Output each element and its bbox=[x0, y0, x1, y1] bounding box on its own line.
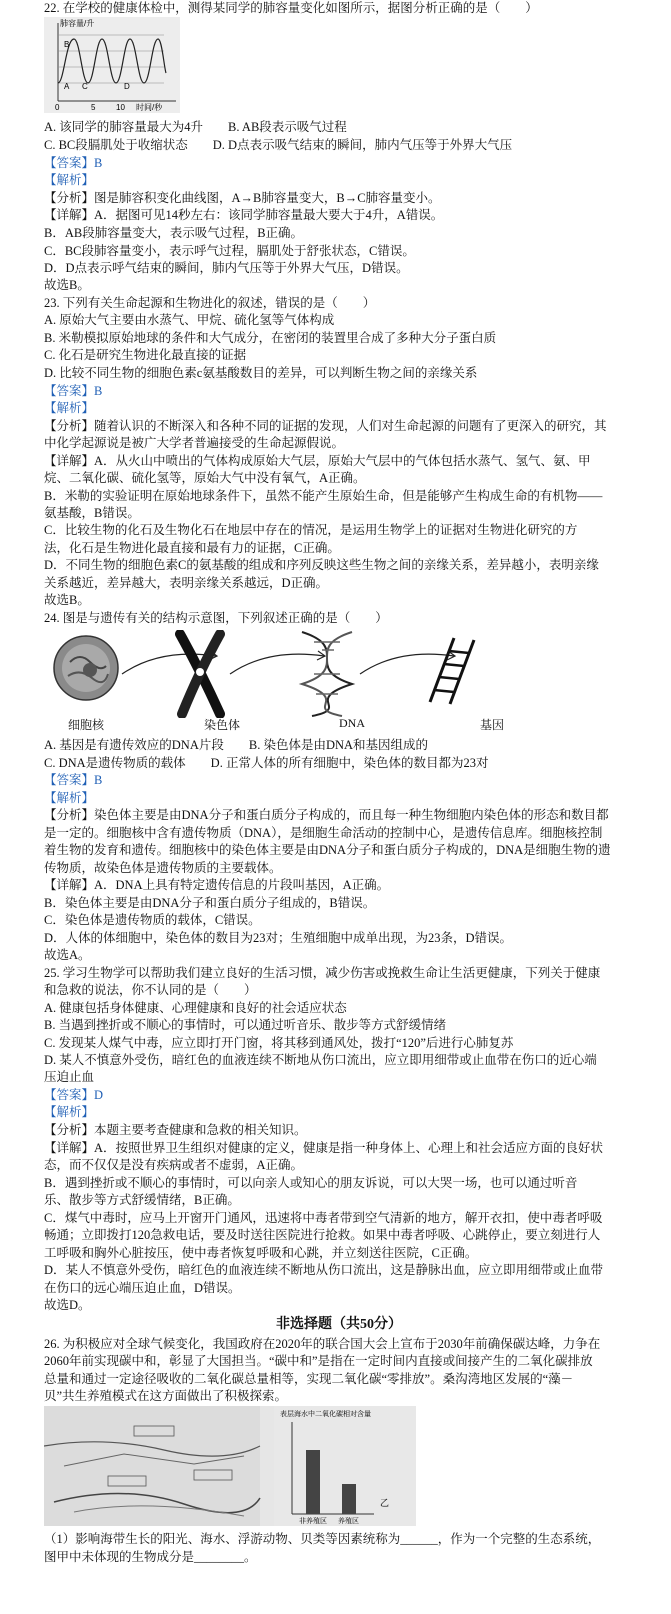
q24-line: 故选A。 bbox=[44, 948, 91, 962]
q26-stem: 26. 为积极应对全球气候变化，我国政府在2020年的联合国大会上宣布于2030年前确保碳达峰，力争在 bbox=[44, 1337, 601, 1351]
section-title: 非选择题（共50分） bbox=[276, 1317, 402, 1332]
q23-line: C．比较生物的化石及生物化石在地层中存在的情况，是运用生物学上的证据对生物进化研究的方 bbox=[44, 523, 578, 537]
q25-line: C．煤气中毒时，应马上开窗开门通风，迅速将中毒者带到空气清新的地方，解开衣扣，使中毒者呼吸 bbox=[44, 1211, 603, 1225]
aquaculture-svg bbox=[44, 1406, 416, 1526]
q25-jiexi: 【解析】 bbox=[44, 1105, 95, 1119]
q25-line: 在伤口的远心端压迫止血，D错误。 bbox=[44, 1281, 241, 1295]
point-c: C bbox=[82, 82, 88, 91]
q25-opt-d: 压迫止血 bbox=[44, 1070, 95, 1084]
q22-jiexi: 【解析】 bbox=[44, 173, 95, 187]
q25-stem: 25. 学习生物学可以帮助我们建立良好的生活习惯，减少伤害或挽救生命让生活更健康，下列关于健康 bbox=[44, 966, 601, 980]
tick-0: 0 bbox=[55, 103, 60, 112]
q25-line: 畅通；立即拨打120急救电话，要及时送往医院进行抢救。如果中毒者呼吸、心跳停止，要立刻进行人 bbox=[44, 1228, 601, 1242]
gene-segment-icon bbox=[424, 632, 480, 708]
ylabel: 肺容量/升 bbox=[60, 19, 95, 28]
q22-line: D．D点表示呼气结束的瞬间，肺内气压等于外界大气压，D错误。 bbox=[44, 261, 409, 275]
q23-opt-b: B. 米勒模拟原始地球的条件和大气成分，在密闭的装置里合成了多种大分子蛋白质 bbox=[44, 331, 497, 345]
q22-line: 故选B。 bbox=[44, 278, 90, 292]
q23-line: 氨基酸，B错误。 bbox=[44, 506, 140, 520]
q23-opt-c: C. 化石是研究生物进化最直接的证据 bbox=[44, 348, 247, 362]
label-chromosome: 染色体 bbox=[203, 718, 240, 732]
point-a: A bbox=[64, 82, 70, 91]
q24-line: D．人体的体细胞中，染色体的数目为23对；生殖细胞中成单出现，为23条，D错误。 bbox=[44, 931, 513, 945]
q22-opt-ab: A. 该同学的肺容量最大为4升 B. AB段表示吸气过程 bbox=[44, 120, 347, 134]
q26-sub1: 图甲中未体现的生物成分是________。 bbox=[44, 1550, 257, 1564]
chromosome-icon bbox=[172, 630, 228, 718]
q24-answer: 【答案】B bbox=[44, 773, 103, 787]
q25-line: 故选D。 bbox=[44, 1298, 91, 1312]
q25-line: 【详解】A．按照世界卫生组织对健康的定义，健康是指一种身体上、心理上和社会适应方面的良好状 bbox=[44, 1141, 604, 1155]
q24-line: 【详解】A．DNA上具有特定遗传信息的片段叫基因，A正确。 bbox=[44, 878, 390, 892]
q23-answer: 【答案】B bbox=[44, 384, 103, 398]
q24-line: C．染色体是遗传物质的载体，C错误。 bbox=[44, 913, 261, 927]
dna-helix-icon bbox=[292, 628, 362, 718]
q26-stem: 2060年前实现碳中和，彰显了大国担当。“碳中和”是指在一定时间内直接或间接产生的二氧化碳排放 bbox=[44, 1354, 593, 1368]
q25-line: 态，而不仅仅是没有疾病或者不虚弱，A正确。 bbox=[44, 1158, 304, 1172]
q24-jiexi: 【解析】 bbox=[44, 791, 95, 805]
bar-label-farm: 养殖区 bbox=[338, 1518, 359, 1525]
label-nucleus: 细胞核 bbox=[67, 718, 104, 732]
q25-stem: 和急救的说法，你不认同的是（ ） bbox=[44, 983, 257, 997]
q22-answer: 【答案】B bbox=[44, 156, 103, 170]
q25-line: 【分析】本题主要考查健康和急救的相关知识。 bbox=[44, 1123, 307, 1137]
q25-opt-b: B. 当遇到挫折或不顺心的事情时，可以通过听音乐、散步等方式舒缓情绪 bbox=[44, 1018, 447, 1032]
label-gene: 基因 bbox=[479, 718, 504, 732]
q26-sub1: （1）影响海带生长的阳光、海水、浮游动物、贝类等因素统称为______，作为一个完整的生态系统， bbox=[44, 1532, 601, 1546]
q25-line: 乐、散步等方式舒缓情绪，B正确。 bbox=[44, 1193, 240, 1207]
q25-opt-d: D. 某人不慎意外受伤，暗红色的血液连续不断地从伤口流出，应立即用细带或止血带在伤口的近心端 bbox=[44, 1053, 597, 1067]
q24-stem: 24. 图是与遗传有关的结构示意图，下列叙述正确的是（ ） bbox=[44, 611, 388, 625]
q23-line: B．米勒的实验证明在原始地球条件下，虽然不能产生原始生命，但是能够产生构成生命的有机物—— bbox=[44, 489, 603, 503]
q25-line: D．某人不慎意外受伤，暗红色的血液连续不断地从伤口流出，这是静脉出血，应立即用细带或止血带 bbox=[44, 1263, 604, 1277]
q23-line: 关系越近，差异越大，表明亲缘关系越远，D正确。 bbox=[44, 576, 329, 590]
q24-line: 是一定的。细胞核中含有遗传物质（DNA），是细胞生命活动的控制中心，是遗传信息库。细胞核控制 bbox=[44, 826, 603, 840]
q23-opt-a: A. 原始大气主要由水蒸气、甲烷、硫化氢等气体构成 bbox=[44, 313, 335, 327]
q26-stem: 总量和通过一定途径吸收的二氧化碳总量相等，实现二氧化碳“零排放”。桑沟湾地区发展的“藻－ bbox=[44, 1372, 574, 1386]
q25-opt-a: A. 健康包括身体健康、心理健康和良好的社会适应状态 bbox=[44, 1001, 347, 1015]
q23-line: 中化学起源说是被广大学者普遍接受的生命起源假说。 bbox=[44, 436, 345, 450]
q23-stem: 23. 下列有关生命起源和生物进化的叙述，错误的是（ ） bbox=[44, 296, 376, 310]
cell-nucleus-icon bbox=[50, 632, 122, 704]
point-d: D bbox=[124, 82, 130, 91]
q22-line: B．AB段肺容量变大，表示吸气过程，B正确。 bbox=[44, 226, 304, 240]
q22-line: 【详解】A．据图可见14秒左右：该同学肺容量最大要大于4升，A错误。 bbox=[44, 208, 444, 222]
q24-line: 传物质，故染色体是遗传物质的主要载体。 bbox=[44, 861, 282, 875]
q25-opt-c: C. 发现某人煤气中毒，应立即打开门窗，将其移到通风处，拨打“120”后进行心肺复苏 bbox=[44, 1036, 514, 1050]
q23-line: 法，化石是生物进化最直接和最有力的证据，C正确。 bbox=[44, 541, 340, 555]
q24-line: 着生物的发育和遗传。细胞核中的染色体主要是由DNA分子和蛋白质分子构成的，DNA是细胞生物的遗 bbox=[44, 843, 611, 857]
lung-volume-graph bbox=[44, 17, 180, 113]
tick-10: 10 bbox=[116, 103, 125, 112]
q23-opt-d: D. 比较不同生物的细胞色素c氨基酸数目的差异，可以判断生物之间的亲缘关系 bbox=[44, 366, 478, 380]
aquaculture-figure bbox=[44, 1406, 416, 1526]
label-dna: DNA bbox=[339, 716, 365, 730]
tick-5: 5 bbox=[91, 103, 96, 112]
q25-line: B．遇到挫折或不顺心的事情时，可以向亲人或知心的朋友诉说，可以大哭一场，也可以通过听音 bbox=[44, 1176, 578, 1190]
q24-line: B．染色体主要是由DNA分子和蛋白质分子组成的，B错误。 bbox=[44, 896, 376, 910]
chart-title: 表层海水中二氧化碳相对含量 bbox=[280, 1411, 371, 1418]
q22-line: C．BC段肺容量变小，表示呼气过程，膈肌处于舒张状态，C错误。 bbox=[44, 244, 415, 258]
q24-opt-ab: A. 基因是有遗传效应的DNA片段 B. 染色体是由DNA和基因组成的 bbox=[44, 738, 429, 752]
q23-line: 【分析】随着认识的不断深入和各种不同的证据的发现，人们对生命起源的问题有了更深入的研究，其 bbox=[44, 419, 607, 433]
q23-line: 【详解】A．从火山中喷出的气体构成原始大气层，原始大气层中的气体包括水蒸气、氢气、氨、甲 bbox=[44, 454, 591, 468]
q24-line: 【分析】染色体主要是由DNA分子和蛋白质分子构成的，而且每一种生物细胞内染色体的形态和数目都 bbox=[44, 808, 609, 822]
q23-jiexi: 【解析】 bbox=[44, 401, 95, 415]
q23-line: D．不同生物的细胞色素C的氨基酸的组成和序列反映这些生物之间的亲缘关系，差异越小，表明亲缘 bbox=[44, 558, 599, 572]
genetics-figure bbox=[44, 628, 504, 733]
bar-label-nonfarm: 非养殖区 bbox=[299, 1518, 327, 1525]
lung-volume-svg bbox=[44, 17, 180, 113]
q22-opt-cd: C. BC段膈肌处于收缩状态 D. D点表示吸气结束的瞬间，肺内气压等于外界大气压 bbox=[44, 138, 513, 152]
q26-stem: 贝”共生养殖模式在这方面做出了积极探索。 bbox=[44, 1389, 288, 1403]
point-b: B bbox=[64, 40, 70, 49]
figure-label-yi: 乙 bbox=[380, 1498, 390, 1508]
q23-line: 烷、二氧化碳、硫化氢等，原始大气中没有氧气，A正确。 bbox=[44, 471, 366, 485]
q25-line: 工呼吸和胸外心脏按压，使中毒者恢复呼吸和心跳，并立刻送往医院，C正确。 bbox=[44, 1246, 478, 1260]
q25-answer: 【答案】D bbox=[44, 1088, 104, 1102]
q24-opt-cd: C. DNA是遗传物质的载体 D. 正常人体的所有细胞中，染色体的数目都为23对 bbox=[44, 756, 489, 770]
q22-stem: 22. 在学校的健康体检中，测得某同学的肺容量变化如图所示，据图分析正确的是（ ） bbox=[44, 1, 538, 15]
q23-line: 故选B。 bbox=[44, 593, 90, 607]
xlabel: 时间/秒 bbox=[136, 103, 163, 112]
q22-line: 【分析】图是肺容积变化曲线图，A→B肺容量变大，B→C肺容量变小。 bbox=[44, 191, 441, 205]
